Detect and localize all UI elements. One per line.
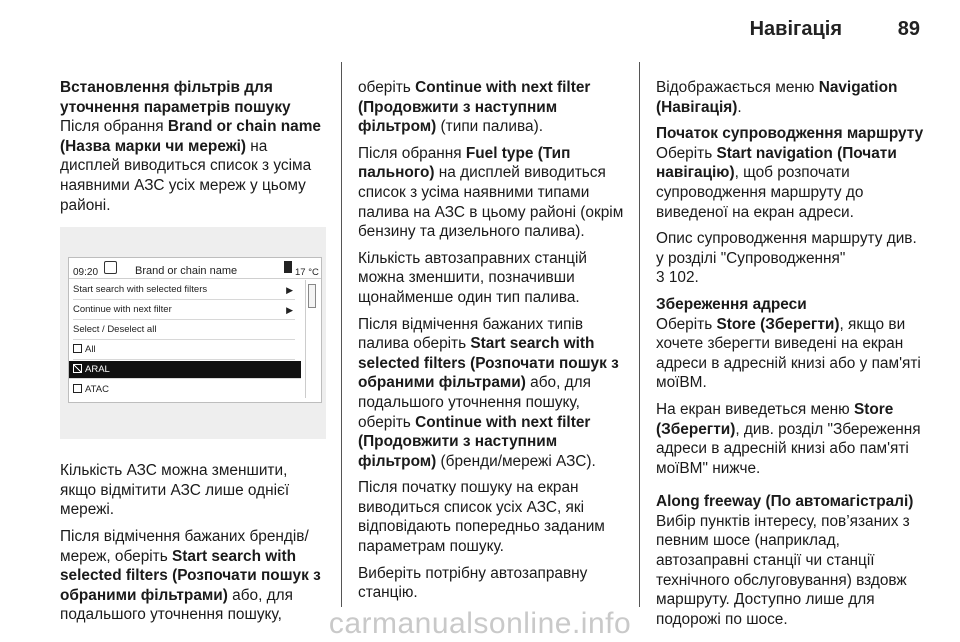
display-menu-label: Continue with next filter <box>73 304 172 316</box>
menu-term: Start navigation (Почати навігацію) <box>656 144 897 182</box>
display-menu-label: Select / Deselect all <box>73 324 157 336</box>
paragraph <box>656 78 926 117</box>
subheading: Початок супроводження маршруту <box>656 125 924 143</box>
text: Після обрання <box>358 144 466 162</box>
text: (бренди/мережі АЗС). <box>436 452 596 470</box>
text: Після відмічення бажаних типів палива оберіть <box>358 315 584 353</box>
text: Після обрання <box>60 118 168 136</box>
menu-term: Continue with next filter (Продовжити з наступним фільтром) <box>358 413 591 470</box>
display-menu-item-selected <box>69 361 301 379</box>
temperature: 17 °C <box>295 267 319 279</box>
display-menu-label: All <box>85 344 96 356</box>
watermark: carmanualsonline.info <box>328 607 632 640</box>
chevron-right-icon: ▶ <box>286 285 293 296</box>
display-screen <box>68 257 322 403</box>
display-title: Brand or chain name <box>135 265 238 278</box>
paragraph <box>358 315 624 472</box>
menu-term: Store (Зберегти) <box>656 400 894 438</box>
display-menu-label: ATAC <box>85 384 109 396</box>
section-title: Навігація <box>749 18 842 40</box>
text: Оберіть <box>656 315 717 333</box>
checkbox-icon <box>73 344 82 353</box>
paragraph: Кількість автозаправних станцій можна зменшити, позначивши щонайменше один тип палива. <box>358 249 588 306</box>
menu-term: Navigation (Навігація) <box>656 79 898 116</box>
paragraph <box>358 78 624 137</box>
paragraph <box>656 229 926 288</box>
subheading: Збереження адреси <box>656 295 807 313</box>
chevron-right-icon: ▶ <box>286 305 293 316</box>
paragraph <box>656 315 926 393</box>
scroll-thumb <box>308 284 316 308</box>
text: на дисплей виводиться список з усіма наявними типами палива на АЗС в цьому районі (окрім бензину та дизельного палива). <box>358 164 624 241</box>
paragraph: Кількість АЗС можна зменшити, якщо відмітити АЗС лише однієї мережі. <box>60 462 290 519</box>
display-menu-item <box>73 301 295 320</box>
display-menu-item <box>73 381 295 399</box>
thermometer-icon <box>284 261 292 273</box>
menu-term: Continue with next filter (Продовжити з наступним фільтром) <box>358 79 591 136</box>
display-scrollbar <box>305 280 316 398</box>
column-divider <box>341 62 342 607</box>
paragraph: Виберіть потрібну автозаправну станцію. <box>358 564 588 602</box>
menu-term: Store (Зберегти) <box>716 315 840 333</box>
paragraph: Після початку пошуку на екран виводиться список усіх АЗС, які відповідають попередньо заданим параметрам пошуку. <box>358 479 605 556</box>
text: Опис супроводження маршруту див. у розділі "Супроводження" <box>656 230 917 267</box>
text: , щоб розпочати супроводження маршруту до виведеної на екран адреси. <box>656 164 864 221</box>
text: , див. розділ "Збереження адреси в адресній книзі або пам'яті моїВМ" нижче. <box>656 420 921 477</box>
checkbox-checked-icon <box>73 364 82 373</box>
column-divider <box>639 62 640 607</box>
destination-icon <box>104 261 117 274</box>
column-1 <box>60 78 326 632</box>
display-screenshot <box>60 227 326 439</box>
text: Після відмічення бажаних брендів/мереж, оберіть <box>60 527 309 565</box>
paragraph <box>656 400 926 478</box>
checkbox-icon <box>73 384 82 393</box>
text: . <box>737 98 742 116</box>
text: або, для подальшого уточнення пошуку, <box>60 586 293 624</box>
paragraph <box>358 144 624 242</box>
menu-term: Brand or chain name (Назва марки чи мережі) <box>60 118 321 155</box>
text: Відображається меню <box>656 79 819 96</box>
display-menu-label: ARAL <box>85 364 110 376</box>
paragraph <box>60 117 326 215</box>
menu-term: Start search with selected filters (Розпочати пошук з обраними фільтрами) <box>60 547 321 604</box>
display-menu-item <box>73 341 295 360</box>
text: , якщо ви хочете зберегти виведені на екран адреси в адресній книзі або у пам'яті моїВМ. <box>656 315 921 392</box>
clock: 09:20 <box>73 267 99 279</box>
paragraph <box>656 144 926 222</box>
page-header <box>0 0 960 58</box>
text: (типи палива). <box>436 118 543 136</box>
subheading: Along freeway (По автомагістралі) <box>656 493 914 511</box>
display-menu-label: Start search with selected filters <box>73 284 208 296</box>
menu-term: Start search with selected filters (Розпочати пошук з обраними фільтрами) <box>358 335 619 392</box>
display-status-bar <box>69 258 321 279</box>
page-number: 89 <box>897 18 920 40</box>
text: На екран виведеться меню <box>656 400 854 418</box>
menu-term: Fuel type (Тип пального) <box>358 144 571 182</box>
filter-heading: Встановлення фільтрів для уточнення параметрів пошуку <box>60 79 291 116</box>
text: оберіть <box>358 79 416 96</box>
column-3 <box>656 78 926 636</box>
display-menu-item <box>73 281 295 300</box>
text: Оберіть <box>656 144 717 162</box>
page-reference: 3 102. <box>656 269 699 287</box>
paragraph: Вибір пунктів інтересу, пов’язаних з певним шосе (наприклад, автозаправні станції чи станції технічного обслуговування) вздовж маршруту. Доступно лише для подорожі по шосе. <box>656 512 910 628</box>
column-2 <box>358 78 624 610</box>
text: на дисплей виводиться список з усіма наявними АЗС усіх мереж у цьому районі. <box>60 137 312 214</box>
display-menu-item <box>73 321 295 340</box>
text: або, для подальшого уточнення пошуку, оберіть <box>358 374 591 431</box>
